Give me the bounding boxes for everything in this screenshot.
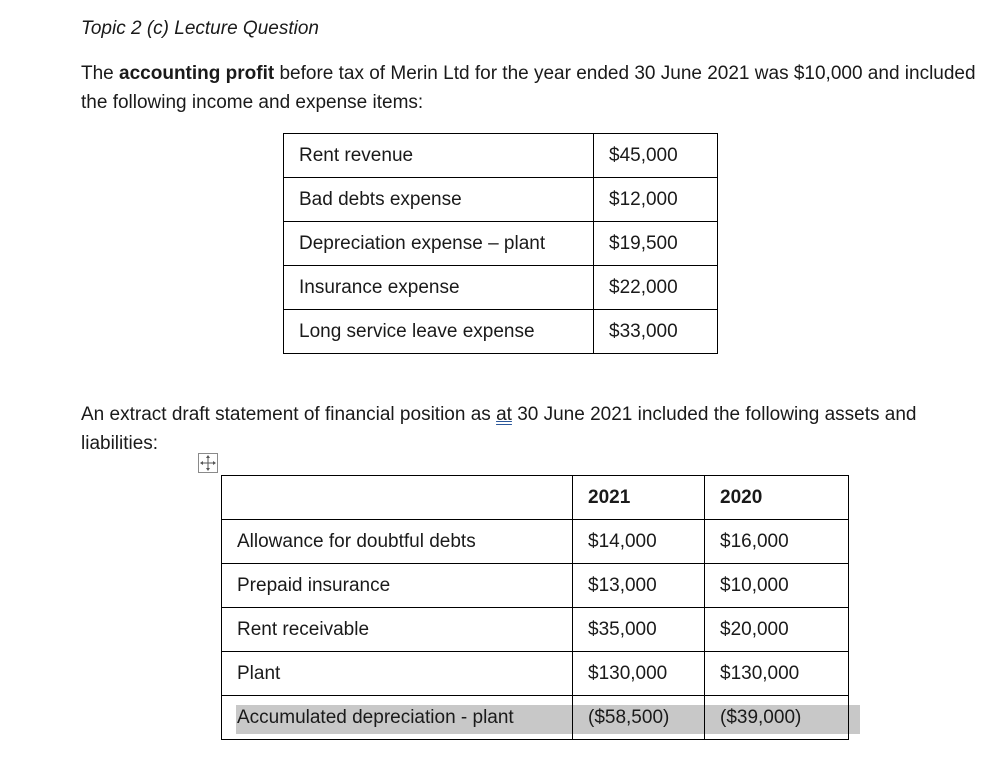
value-2021: $14,000 — [573, 520, 705, 564]
intro-text-before: The — [81, 63, 120, 84]
table-row — [222, 520, 849, 564]
table-move-handle[interactable] — [198, 453, 218, 473]
value-2021: ($58,500) — [573, 696, 705, 740]
row-label: Rent receivable — [222, 608, 573, 652]
item-amount: $19,500 — [594, 222, 718, 266]
table-row — [222, 608, 849, 652]
grammar-flagged-word[interactable]: at — [496, 404, 512, 425]
intro-paragraph — [81, 59, 986, 117]
extract-paragraph — [81, 400, 986, 458]
item-amount: $33,000 — [594, 310, 718, 354]
financial-position-table — [221, 475, 849, 740]
extract-text-before: An extract draft statement of financial position as — [81, 404, 497, 425]
table-row — [284, 266, 718, 310]
row-label: Allowance for doubtful debts — [222, 520, 573, 564]
four-way-arrow-icon — [199, 454, 217, 472]
row-label: Plant — [222, 652, 573, 696]
item-amount: $12,000 — [594, 178, 718, 222]
header-2021: 2021 — [573, 476, 705, 520]
table-header-row — [222, 476, 849, 520]
row-label: Prepaid insurance — [222, 564, 573, 608]
value-2021: $130,000 — [573, 652, 705, 696]
header-2020: 2020 — [705, 476, 849, 520]
item-label: Depreciation expense – plant — [284, 222, 594, 266]
intro-bold-term: accounting profit — [119, 63, 275, 84]
item-label: Bad debts expense — [284, 178, 594, 222]
value-2020: $10,000 — [705, 564, 849, 608]
table-row — [284, 178, 718, 222]
row-label: Accumulated depreciation - plant — [222, 696, 573, 740]
extract-text-after: 30 June 2021 included the following assets and liabilities: — [81, 404, 917, 454]
value-2021: $35,000 — [573, 608, 705, 652]
header-label-cell — [222, 476, 573, 520]
item-label: Rent revenue — [284, 134, 594, 178]
table-row — [222, 652, 849, 696]
income-expense-table — [283, 133, 718, 354]
item-label: Insurance expense — [284, 266, 594, 310]
value-2020: $130,000 — [705, 652, 849, 696]
table-row-highlighted — [222, 696, 849, 740]
table-row — [284, 134, 718, 178]
page-title: Topic 2 (c) Lecture Question — [81, 18, 319, 39]
value-2020: ($39,000) — [705, 696, 849, 740]
item-amount: $22,000 — [594, 266, 718, 310]
item-amount: $45,000 — [594, 134, 718, 178]
table-row — [222, 564, 849, 608]
intro-text-after: before tax of Merin Ltd for the year ended 30 June 2021 was $10,000 and included the following income and expense items: — [81, 63, 976, 113]
table-row — [284, 222, 718, 266]
value-2020: $16,000 — [705, 520, 849, 564]
table-row — [284, 310, 718, 354]
value-2021: $13,000 — [573, 564, 705, 608]
value-2020: $20,000 — [705, 608, 849, 652]
item-label: Long service leave expense — [284, 310, 594, 354]
